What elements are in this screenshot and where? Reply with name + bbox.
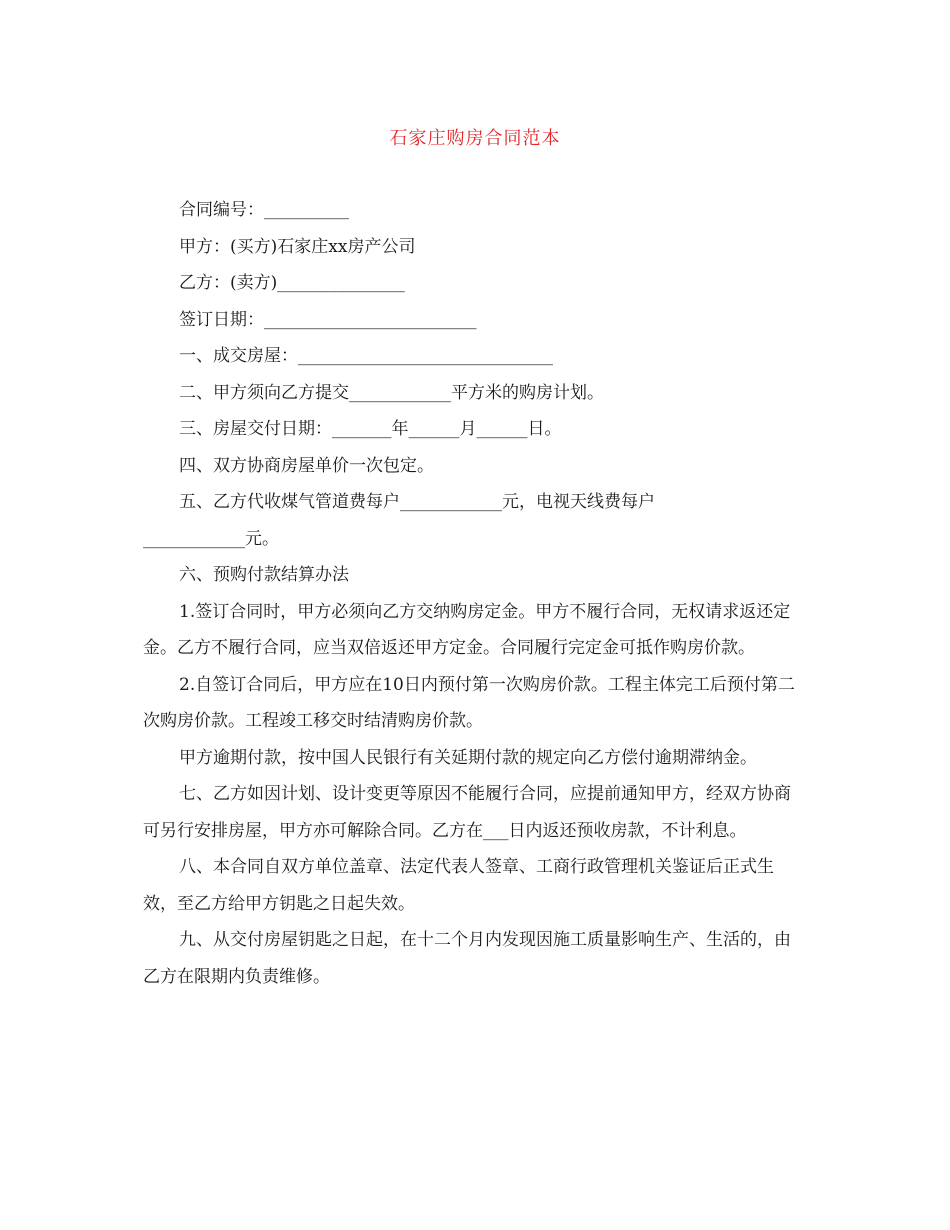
clause-4: 四、双方协商房屋单价一次包定。: [179, 455, 434, 476]
late-payment-paragraph: 甲方逾期付款，按中国人民银行有关延期付款的规定向乙方偿付逾期滞纳金。: [179, 747, 757, 768]
contract-number-line: 合同编号：__________: [179, 200, 349, 220]
clause-6-item-2: 2.自签订合同后，甲方应在10日内预付第一次购房价款。工程主体完工后预付第二次购房价款。工程竣工移交时结清购房价款。: [143, 674, 795, 731]
signing-date-line: 签订日期：_________________________: [179, 309, 477, 330]
document-title: 石家庄购房合同范本: [389, 128, 561, 149]
clause-3: 三、房屋交付日期：_______年______月______日。: [179, 419, 562, 439]
clause-5-continued: ____________元。: [143, 528, 279, 549]
clause-5: 五、乙方代收煤气管道费每户____________元，电视天线费每户: [179, 492, 655, 512]
clause-6-heading: 六、预购付款结算办法: [179, 565, 349, 585]
clause-8: 八、本合同自双方单位盖章、法定代表人签章、工商行政管理机关鉴证后正式生效，至乙方给甲方钥匙之日起失效。: [143, 857, 774, 914]
document-body: [143, 192, 807, 995]
party-b-line: 乙方：(卖方)_______________: [179, 273, 405, 293]
clause-1: 一、成交房屋：______________________________: [179, 346, 553, 366]
party-a-line: 甲方：(买方)石家庄xx房产公司: [179, 236, 416, 257]
clause-6-item-1: 1.签订合同时，甲方必须向乙方交纳购房定金。甲方不履行合同，无权请求返还定金。乙方不履行合同，应当双倍返还甲方定金。合同履行完定金可抵作购房价款。: [143, 601, 791, 658]
clause-9: 九、从交付房屋钥匙之日起，在十二个月内发现因施工质量影响生产、生活的，由乙方在限期内负责维修。: [143, 930, 791, 987]
clause-7: 七、乙方如因计划、设计变更等原因不能履行合同，应提前通知甲方，经双方协商可另行安排房屋，甲方亦可解除合同。乙方在___日内返还预收房款，不计利息。: [143, 784, 791, 841]
clause-2: 二、甲方须向乙方提交____________平方米的购房计划。: [179, 382, 604, 403]
